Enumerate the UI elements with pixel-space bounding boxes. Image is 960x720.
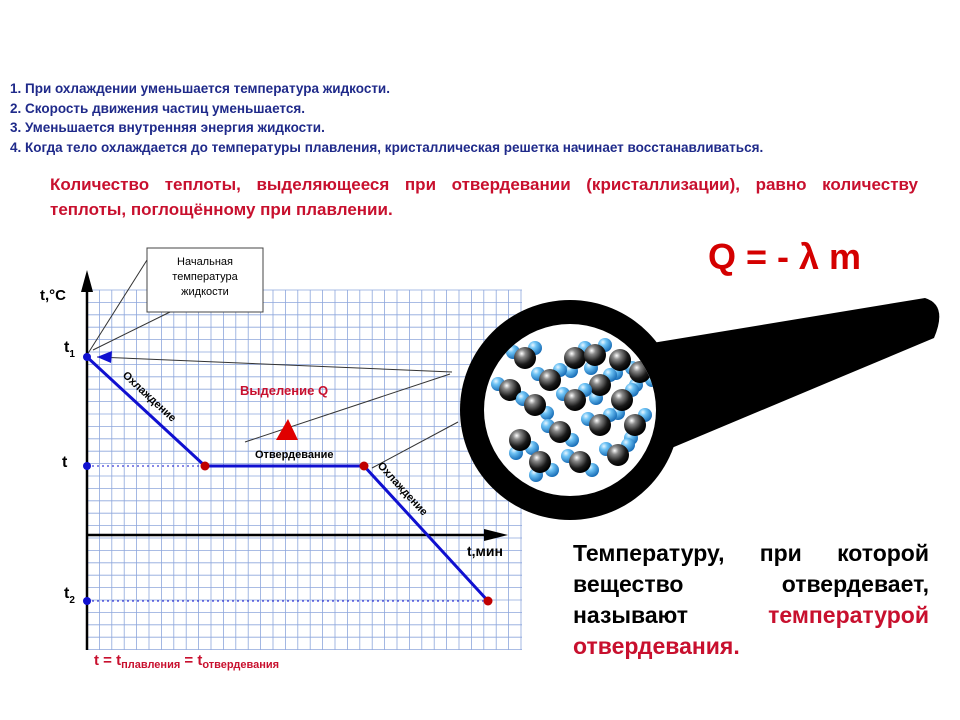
x-axis-label: t,мин — [467, 543, 503, 559]
fact-item: 1. При охлаждении уменьшается температура жидкости. — [10, 81, 390, 96]
callout-line: Начальная — [177, 256, 233, 268]
fact-item: 4. Когда тело охлаждается до температуры плавления, кристаллическая решетка начинает восстанавливаться. — [10, 139, 764, 155]
definition-term: температурой отвердевания. — [573, 602, 929, 659]
graph-grid — [87, 290, 522, 650]
oxygen-atom — [589, 414, 611, 436]
oxygen-atom — [529, 451, 551, 473]
tick-t2: $t_2$ — [64, 585, 75, 606]
oxygen-atom — [609, 349, 631, 371]
oxygen-atom — [569, 451, 591, 473]
oxygen-atom — [589, 374, 611, 396]
heat-release-arrow — [276, 419, 298, 440]
oxygen-atom — [564, 389, 586, 411]
y-axis-label: t,°C — [40, 287, 66, 304]
oxygen-atom — [509, 429, 531, 451]
y-axis-arrow — [81, 270, 93, 292]
point-end-solidification — [360, 462, 369, 471]
oxygen-atom — [611, 389, 633, 411]
callout-line: температура — [172, 271, 238, 283]
tick-t1: $t_1$ — [64, 339, 75, 360]
label-cooling-2: Охлаждение — [374, 459, 430, 519]
oxygen-atom — [514, 347, 536, 369]
point-end — [484, 597, 493, 606]
definition-text: Температуру, при которой вещество отвердевает, называют — [573, 540, 929, 628]
heat-statement: Количество теплоты, выделяющееся при отвердевании (кристаллизации), равно количеству теплоты, поглощённому при плавлении. — [50, 175, 918, 219]
fact-item: 2. Скорость движения частиц уменьшается. — [10, 100, 305, 116]
oxygen-atom — [524, 394, 546, 416]
oxygen-atom — [539, 369, 561, 391]
callout-box — [87, 248, 263, 355]
point-t — [83, 462, 91, 470]
fact-item: 3. Уменьшается внутренняя энергия жидкости. — [10, 120, 325, 135]
magnifying-glass-icon — [460, 298, 939, 520]
oxygen-atom — [584, 344, 606, 366]
oxygen-atom — [607, 444, 629, 466]
tick-t: t — [62, 454, 68, 471]
oxygen-atom — [564, 347, 586, 369]
heat-release-label: Выделение Q — [240, 383, 329, 398]
oxygen-atom — [624, 414, 646, 436]
callout-line: жидкости — [181, 286, 229, 298]
point-start-solidification — [201, 462, 210, 471]
oxygen-atom — [549, 421, 571, 443]
label-solidification: Отвердевание — [255, 449, 334, 461]
point-t2 — [83, 597, 91, 605]
label-cooling-1: Охлаждение — [119, 369, 179, 425]
equality-caption: $t = t_{плавления} = t_{отвердевания}$ — [94, 652, 280, 671]
formula: Q = - λ m — [708, 236, 862, 277]
point-t1 — [83, 353, 91, 361]
